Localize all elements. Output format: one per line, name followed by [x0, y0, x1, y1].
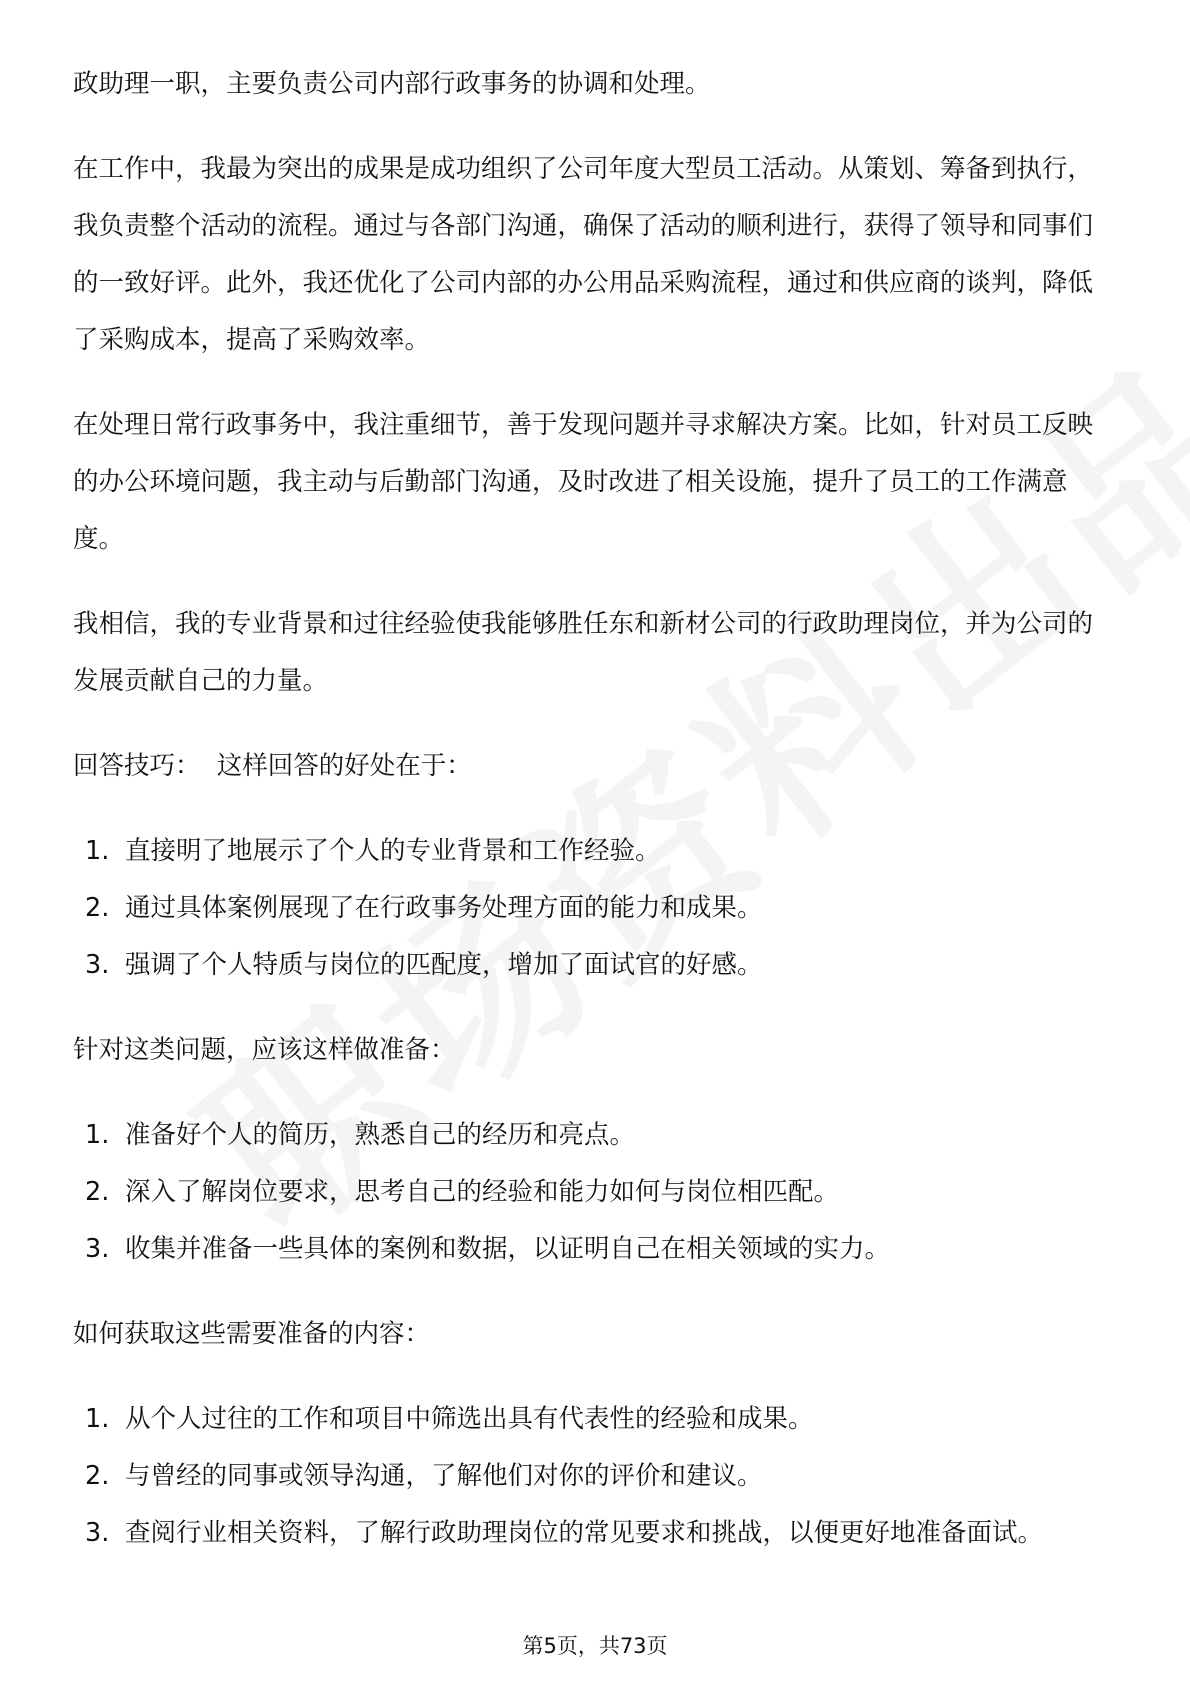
- document-body: [73, 56, 1118, 1590]
- list-item-text: 与曾经的同事或领导沟通，了解他们对你的评价和建议。: [125, 1461, 763, 1491]
- section-heading-answer-tips: 回答技巧： 这样回答的好处在于：: [73, 751, 472, 781]
- how-to-obtain-list: [73, 1391, 1118, 1562]
- list-item-text: 从个人过往的工作和项目中筛选出具有代表性的经验和成果。: [125, 1404, 814, 1434]
- list-item: [73, 937, 1118, 994]
- list-item: [73, 1221, 1118, 1278]
- section-heading-preparation: 针对这类问题，应该这样做准备：: [73, 1035, 456, 1065]
- list-item: [73, 823, 1118, 880]
- section-heading-how-to-obtain: 如何获取这些需要准备的内容：: [73, 1319, 431, 1349]
- paragraph-3: 在处理日常行政事务中，我注重细节，善于发现问题并寻求解决方案。比如，针对员工反映的办公环境问题，我主动与后勤部门沟通，及时改进了相关设施，提升了员工的工作满意度。: [73, 410, 1094, 554]
- list-item: [73, 1164, 1118, 1221]
- list-item: [73, 1391, 1118, 1448]
- list-item: [73, 880, 1118, 937]
- preparation-list: [73, 1107, 1118, 1278]
- list-item: [73, 1107, 1118, 1164]
- paragraph-4: 我相信，我的专业背景和过往经验使我能够胜任东和新材公司的行政助理岗位，并为公司的发展贡献自己的力量。: [73, 609, 1094, 696]
- list-item: [73, 1505, 1118, 1562]
- list-item-number: 2.: [85, 893, 110, 923]
- list-item-text: 收集并准备一些具体的案例和数据，以证明自己在相关领域的实力。: [125, 1234, 891, 1264]
- list-item-number: 3.: [85, 1518, 110, 1548]
- paragraph-1: 政助理一职，主要负责公司内部行政事务的协调和处理。: [73, 69, 711, 99]
- list-item-number: 3.: [85, 1234, 110, 1264]
- list-item-text: 深入了解岗位要求，思考自己的经验和能力如何与岗位相匹配。: [125, 1177, 840, 1207]
- list-item-number: 1.: [85, 836, 110, 866]
- list-item-text: 通过具体案例展现了在行政事务处理方面的能力和成果。: [125, 893, 763, 923]
- list-item-number: 3.: [85, 950, 110, 980]
- list-item: [73, 1448, 1118, 1505]
- list-item-number: 2.: [85, 1177, 110, 1207]
- page-number-footer: 第5页，共73页: [522, 1634, 668, 1658]
- paragraph-2: 在工作中，我最为突出的成果是成功组织了公司年度大型员工活动。从策划、筹备到执行，我负责整个活动的流程。通过与各部门沟通，确保了活动的顺利进行，获得了领导和同事们的一致好评。此外，我还优化了公司内部的办公用品采购流程，通过和供应商的谈判，降低了采购成本，提高了采购效率。: [73, 154, 1094, 355]
- list-item-text: 查阅行业相关资料，了解行政助理岗位的常见要求和挑战，以便更好地准备面试。: [125, 1518, 1044, 1548]
- list-item-text: 准备好个人的简历，熟悉自己的经历和亮点。: [125, 1120, 636, 1150]
- list-item-number: 2.: [85, 1461, 110, 1491]
- list-item-text: 直接明了地展示了个人的专业背景和工作经验。: [125, 836, 661, 866]
- list-item-number: 1.: [85, 1404, 110, 1434]
- list-item-text: 强调了个人特质与岗位的匹配度，增加了面试官的好感。: [125, 950, 763, 980]
- list-item-number: 1.: [85, 1120, 110, 1150]
- answer-tips-list: [73, 823, 1118, 994]
